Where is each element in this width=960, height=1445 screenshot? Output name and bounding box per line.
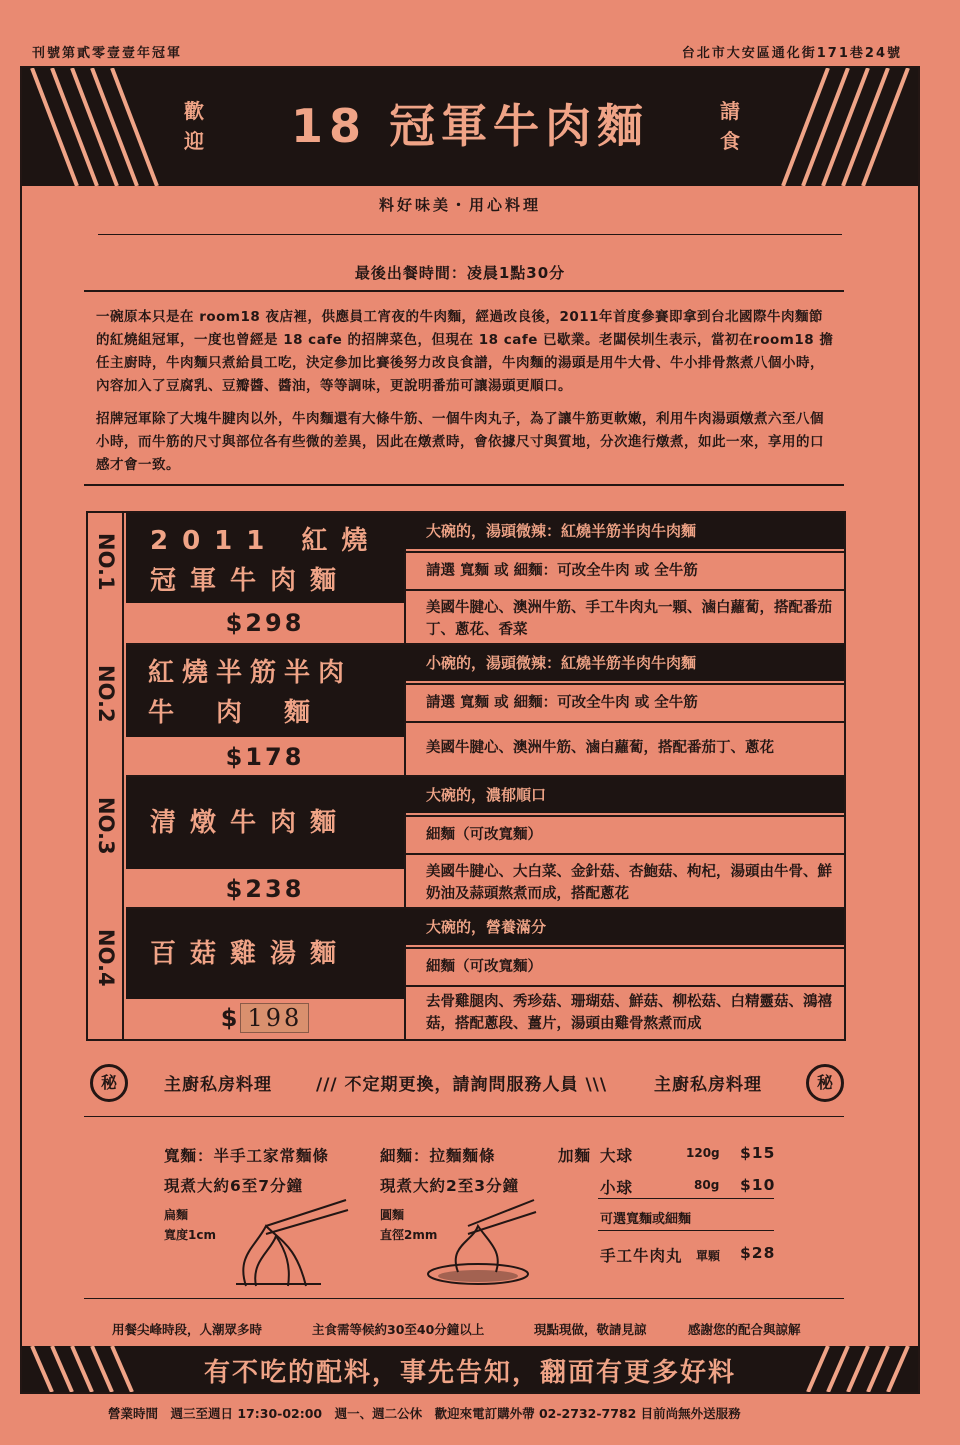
menu-table (86, 511, 846, 1041)
wide-noodle-time: 現煮大約6至7分鐘 (164, 1177, 304, 1195)
divider (598, 1230, 774, 1231)
beef-ball-unit: 單顆 (696, 1249, 721, 1263)
price-sticker: 198 (240, 1003, 309, 1033)
beef-ball-label: 手工牛肉丸 (600, 1247, 683, 1265)
intro-paragraph-1: 一碗原本只是在 room18 夜店裡，供應員工宵夜的牛肉麵，經過改良後，2011年首度參賽即拿到台北國際牛肉麵節的紅燒組冠軍，一度也曾經是 18 cafe 的招牌菜色，但現在 18 cafe 已歇業。老闆侯圳生表示，當初在room18 擔任主廚時，牛肉麵只煮給員工吃，決定參加比賽後努力改良食譜，牛肉麵的湯頭是用牛大骨、牛小排骨熬煮八個小時，內容加入了豆腐乳、豆瓣醬、醬油，等等調味，更說明番茄可讓湯頭更順口。 (96, 309, 834, 394)
secret-seal-icon: 秘 (90, 1064, 128, 1102)
divider (84, 1298, 844, 1299)
secret-menu-left: 主廚私房料理 (164, 1075, 272, 1095)
item-name-line: 牛 肉 麵 (148, 698, 319, 728)
item-price (126, 1003, 404, 1033)
extra-big-weight: 120g (686, 1146, 720, 1160)
divider (84, 290, 844, 292)
menu-item (88, 909, 844, 1039)
item-name-line: 冠軍牛肉麵 (150, 566, 351, 596)
extra-small-price: $10 (740, 1176, 776, 1194)
secret-seal-icon: 秘 (806, 1064, 844, 1102)
item-ingredients: 去骨雞腿肉、秀珍菇、珊瑚菇、鮮菇、柳松菇、白精靈菇、鴻禧菇，搭配蔥段、薑片，湯頭由雞骨熬煮而成 (406, 985, 844, 1039)
wide-noodle-illustration-icon (226, 1196, 350, 1288)
address: 台北市大安區通化街171巷24號 (681, 46, 902, 61)
wide-noodle-title: 寬麵：半手工家常麵條 (164, 1147, 330, 1165)
divider (84, 1116, 844, 1117)
item-noodle-choice: 細麵（可改寬麵） (406, 947, 844, 985)
item-price: $238 (225, 875, 305, 903)
cell-border (404, 681, 406, 777)
item-noodle-choice: 細麵（可改寬麵） (406, 815, 844, 853)
thin-noodle-title: 細麵：拉麵麵條 (380, 1147, 496, 1165)
item-noodle-choice: 請選 寬麵 或 細麵：可改全牛肉 或 全牛筋 (406, 683, 844, 721)
beef-ball-price: $28 (740, 1244, 776, 1262)
menu-item (88, 513, 844, 645)
item-ingredients: 美國牛腱心、澳洲牛筋、手工牛肉丸一顆、滷白蘿蔔，搭配番茄丁、蔥花、香菜 (406, 589, 844, 645)
item-number: NO.3 (88, 777, 124, 909)
item-name (126, 513, 404, 603)
wide-noodle-size: 寬度1cm (164, 1228, 216, 1242)
note-thanks: 感謝您的配合與諒解 (688, 1322, 801, 1337)
extra-big-label: 大球 (600, 1147, 634, 1165)
thin-noodle-shape: 圓麵 (380, 1208, 405, 1222)
item-headline: 小碗的，湯頭微辣：紅燒半筋半肉牛肉麵 (404, 645, 844, 681)
item-number: NO.4 (88, 909, 124, 1039)
cell-border (404, 945, 406, 1039)
extra-small-label: 小球 (600, 1179, 634, 1197)
item-name-line: 紅燒半筋半肉 (148, 658, 353, 688)
item-name (126, 645, 404, 737)
extra-small-weight: 80g (694, 1178, 720, 1192)
divider (98, 234, 842, 235)
wide-noodle-shape: 扁麵 (164, 1208, 189, 1222)
slogan: 有不吃的配料，事先告知，翻面有更多好料 (203, 1358, 736, 1388)
item-name: 清燉牛肉麵 (126, 777, 404, 869)
item-ingredients: 美國牛腱心、澳洲牛筋、滷白蘿蔔，搭配番茄丁、蔥花 (406, 721, 844, 777)
divider (598, 1198, 774, 1199)
extra-choose-note: 可選寬麵或細麵 (600, 1212, 692, 1227)
welcome-left: 歡迎 (184, 99, 204, 153)
item-noodle-choice: 請選 寬麵 或 細麵：可改全牛肉 或 全牛筋 (406, 551, 844, 589)
welcome-right: 請食 (720, 99, 740, 153)
item-number: NO.1 (88, 513, 124, 645)
item-headline: 大碗的，湯頭微辣：紅燒半筋半肉牛肉麵 (404, 513, 844, 549)
note-peak-hours: 用餐尖峰時段，人潮眾多時 (112, 1322, 263, 1337)
secret-menu-notice: /// 不定期更換，請詢問服務人員 \\\ (316, 1075, 608, 1095)
item-name: 百菇雞湯麵 (126, 909, 404, 999)
item-number: NO.2 (88, 645, 124, 777)
price-sign: $ (220, 1004, 241, 1032)
title-banner (22, 68, 918, 186)
intro-paragraph-2: 招牌冠軍除了大塊牛腱肉以外，牛肉麵還有大條牛筋、一個牛肉丸子，為了讓牛筋更軟嫩，利用牛肉湯頭燉煮六至八個小時，而牛筋的尺寸與部位各有些微的差異，因此在燉煮時，會依據尺寸與質地，分次進行燉煮，如此一來，享用的口感才會一致。 (96, 411, 824, 473)
thin-noodle-time: 現煮大約2至3分鐘 (380, 1177, 520, 1195)
secret-menu-right: 主廚私房料理 (654, 1075, 762, 1095)
thin-noodle-size: 直徑2mm (380, 1228, 438, 1242)
cell-border (404, 549, 406, 645)
item-price: $178 (225, 743, 305, 771)
business-hours: 營業時間 週三至週日 17:30-02:00 週一、週二公休 歡迎來電訂購外帶 02-2732-7782 目前尚無外送服務 (108, 1406, 741, 1421)
item-headline: 大碗的，濃郁順口 (404, 777, 844, 813)
last-order-time: 最後出餐時間：凌晨1點30分 (354, 264, 566, 282)
item-ingredients: 美國牛腱心、大白菜、金針菇、杏鮑菇、枸杞，湯頭由牛骨、鮮奶油及蒜頭熬煮而成，搭配蔥花 (406, 853, 844, 909)
issue-note: 刊號第貳零壹壹年冠軍 (32, 46, 183, 61)
tagline: 料好味美・用心料理 (378, 196, 541, 214)
note-wait-time: 主食需等候約30至40分鐘以上 (312, 1322, 485, 1337)
item-headline: 大碗的，營養滿分 (404, 909, 844, 945)
menu-item (88, 645, 844, 777)
note-made-to-order: 現點現做，敬請見諒 (534, 1322, 647, 1337)
restaurant-title: 18 冠軍牛肉麵 (290, 99, 650, 153)
extra-noodle-label: 加麵 (558, 1147, 592, 1165)
extra-big-price: $15 (740, 1144, 776, 1162)
item-name-line: 2011 紅燒 (150, 526, 382, 556)
item-price: $298 (225, 609, 305, 637)
slogan-banner (22, 1346, 918, 1392)
divider (84, 484, 844, 486)
cell-border (404, 813, 406, 909)
thin-noodle-illustration-icon (418, 1196, 538, 1288)
menu-item (88, 777, 844, 909)
